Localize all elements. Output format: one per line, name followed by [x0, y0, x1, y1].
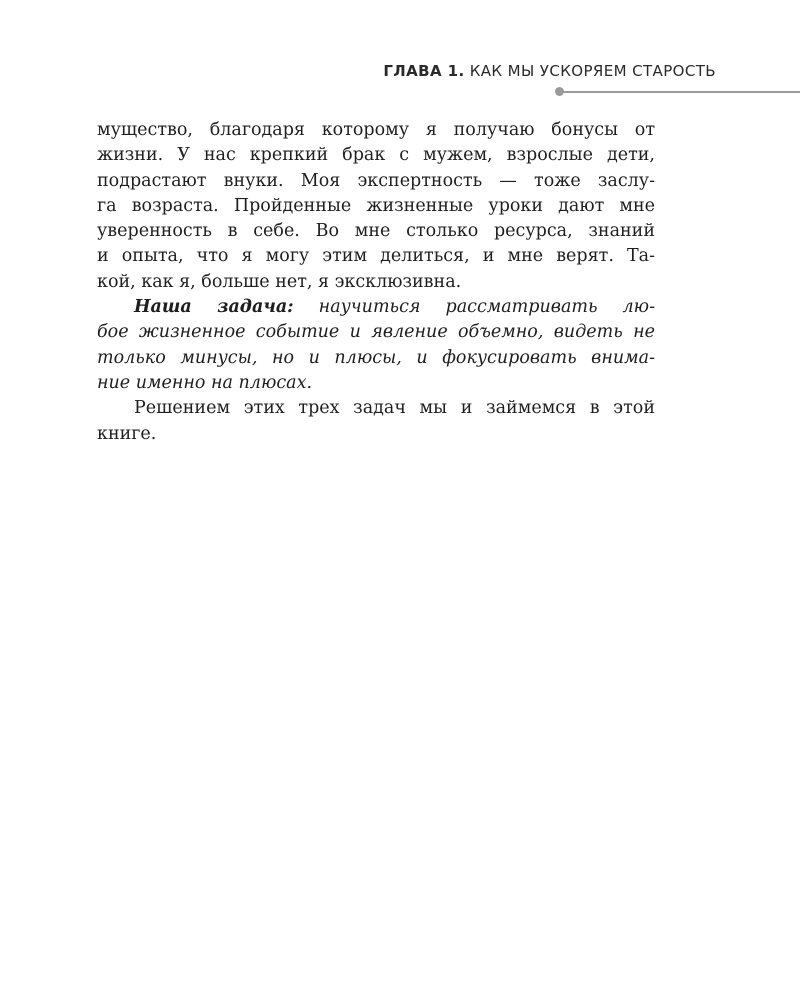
body-text [97, 118, 655, 447]
text-line: книге. [97, 423, 157, 444]
text-line: бое жизненное событие и явление объемно, видеть не [97, 322, 655, 343]
paragraph-3 [97, 396, 655, 447]
task-lead: Наша задача: [134, 297, 294, 318]
text-line: уверенность в себе. Во мне столько ресурса, знаний [97, 221, 655, 242]
text-line [97, 295, 655, 320]
text-line: кой, как я, больше нет, я эксклюзивна. [97, 271, 462, 292]
text-line: жизни. У нас крепкий брак с мужем, взрослые дети, [97, 145, 655, 166]
text-line: Решением этих трех задач мы и займемся в этой [134, 398, 655, 419]
chapter-number: ГЛАВА 1. [383, 62, 465, 80]
text-line: ние именно на плюсах. [97, 372, 313, 393]
text-line: и опыта, что я могу этим делиться, и мне верят. Та- [97, 246, 655, 267]
paragraph-1 [97, 118, 655, 295]
chapter-title: КАК МЫ УСКОРЯЕМ СТАРОСТЬ [469, 62, 716, 80]
text-line: га возраста. Пройденные жизненные уроки дают мне [97, 195, 655, 216]
text-line: мущество, благодаря которому я получаю бонусы от [97, 120, 655, 140]
running-head [383, 62, 716, 80]
paragraph-2 [97, 295, 655, 396]
task-lead-rest: научиться рассматривать лю- [293, 297, 655, 318]
text-line: только минусы, но и плюсы, и фокусировать внима- [97, 347, 655, 368]
text-line: подрастают внуки. Моя экспертность — тоже заслу- [97, 170, 655, 191]
header-rule [559, 91, 800, 93]
